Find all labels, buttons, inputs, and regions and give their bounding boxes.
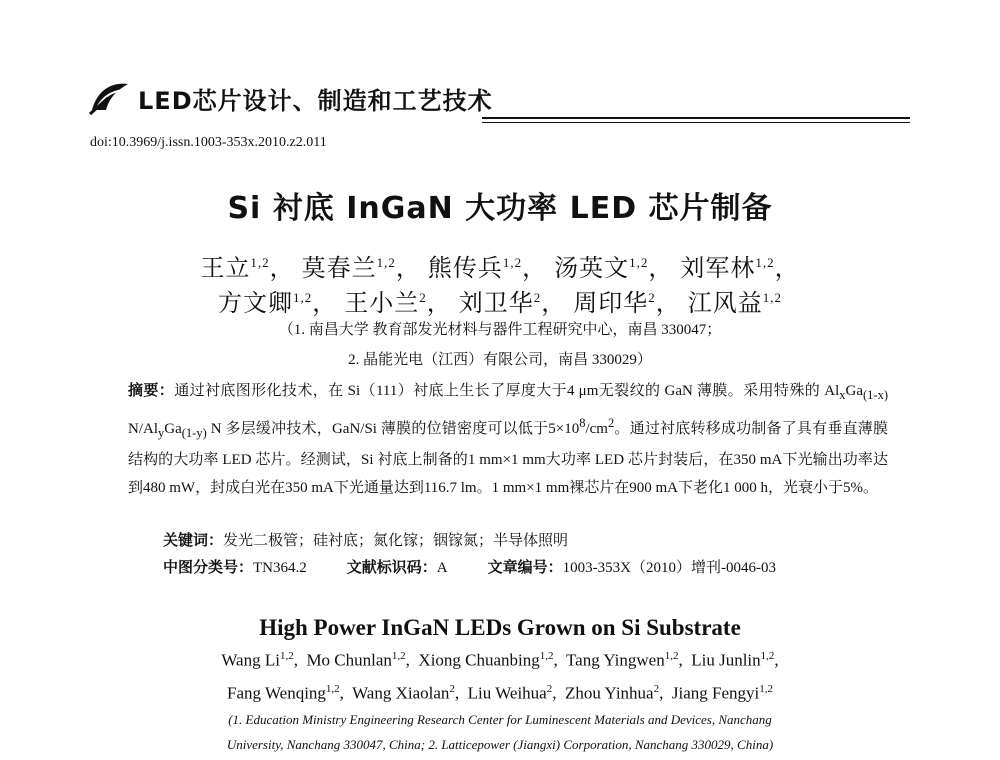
author-en: Zhou Yinhua xyxy=(564,683,654,703)
author-cn: 方文卿 xyxy=(218,291,293,317)
author-aff: 1,2 xyxy=(760,650,775,662)
stylized-leaf-logo-icon xyxy=(88,80,132,116)
author-aff: 2 xyxy=(419,290,427,305)
author-cn: 莫春兰 xyxy=(301,256,377,282)
abstract-text: N 多层缓冲技术，GaN/Si 薄膜的位错密度可以低于5×10 xyxy=(206,420,580,437)
paper-title-en: High Power InGaN LEDs Grown on Si Substrate xyxy=(259,615,741,640)
keywords-text: 发光二极管；硅衬底；氮化镓；铟镓氮；半导体照明 xyxy=(223,533,569,549)
author-aff: 1,2 xyxy=(293,290,313,305)
affiliation-cn-line2: 2. 晶能光电（江西）有限公司，南昌 330029） xyxy=(348,352,652,368)
author-en: Liu Junlin xyxy=(691,650,761,670)
alloy-sub: y xyxy=(158,425,165,440)
author-cn: 刘卫华 xyxy=(458,291,534,317)
classification-line xyxy=(163,556,776,577)
paper-title-cn: Si 衬底 InGaN 大功率 LED 芯片制备 xyxy=(227,191,773,226)
abstract-label: 摘要： xyxy=(128,383,175,399)
author-en: Wang Li xyxy=(221,650,280,670)
author-cn: 王小兰 xyxy=(344,291,420,317)
author-aff: 2 xyxy=(546,683,553,695)
author-aff: 1,2 xyxy=(502,255,523,270)
authors-cn-line2: 方文卿$^{1,2}$， 王小兰$^2$， 刘卫华$^2$， 周印华$^2$， 江风益$^{1,2}$ xyxy=(218,290,782,317)
abstract-text: N/Al xyxy=(128,420,158,437)
article-no-value: 1003-353X（2010）增刊-0046-03 xyxy=(562,560,776,576)
author-en: Tang Yingwen xyxy=(565,650,665,670)
authors-en-line1: Wang Li$^{1,2}$, Mo Chunlan$^{1,2}$, Xiong Chuanbing$^{1,2}$, Tang Yingwen$^{1,2}$, Liu Junlin$^{1,2}$, xyxy=(221,650,779,670)
clc-label: 中图分类号： xyxy=(163,560,254,576)
affiliation-en-line1: (1. Education Ministry Engineering Research Center for Luminescent Materials and Devices, Nanchang xyxy=(228,712,772,727)
affiliation-en-line2: University, Nanchang 330047, China; 2. Latticepower (Jiangxi) Corporation, Nanchang 330029, China) xyxy=(226,737,774,752)
clc-value: TN364.2 xyxy=(253,560,307,576)
keywords xyxy=(163,529,568,550)
author-en: Mo Chunlan xyxy=(306,650,392,670)
alloy-al: Al xyxy=(824,383,840,399)
doc-code-label: 文献标识码： xyxy=(346,560,437,576)
author-aff: 2 xyxy=(449,683,455,695)
author-cn: 汤英文 xyxy=(554,256,630,282)
author-cn: 王立 xyxy=(200,256,251,282)
alloy-ga: Ga xyxy=(845,383,863,399)
journal-section-title: LED芯片设计、制造和工艺技术 xyxy=(138,86,493,115)
header-rule xyxy=(482,117,910,119)
author-cn: 周印华 xyxy=(573,291,649,317)
exponent: 8 xyxy=(579,415,586,430)
doi: doi:10.3969/j.issn.1003-353x.2010.z2.011 xyxy=(90,135,327,150)
affiliation-cn-line1: （1. 南昌大学 教育部发光材料与器件工程研究中心，南昌 330047； xyxy=(278,322,722,338)
alloy-sub: (1-x) xyxy=(863,388,888,402)
author-aff: 1,2 xyxy=(629,255,649,270)
exponent: 2 xyxy=(607,415,615,430)
author-aff: 1,2 xyxy=(376,255,396,270)
author-en: Wang Xiaolan xyxy=(352,683,450,703)
header-rule-thin xyxy=(482,122,910,123)
author-en: Xiong Chuanbing xyxy=(418,650,540,670)
author-en: Jiang Fengyi xyxy=(671,683,760,703)
author-cn: 熊传兵 xyxy=(427,256,503,282)
abstract-text: /cm xyxy=(585,420,608,437)
author-cn: 江风益 xyxy=(687,291,763,317)
author-en: Fang Wenqing xyxy=(227,683,326,703)
author-aff: 2 xyxy=(648,290,656,305)
authors-en-line2: Fang Wenqing$^{1,2}$, Wang Xiaolan$^2$, Liu Weihua$^2$, Zhou Yinhua$^2$, Jiang Fengyi$^{1,2}$ xyxy=(227,683,773,703)
abstract-text: 。通过衬底转移成功制备了具有垂直薄膜结构的大功率 LED 芯片。经测试，Si 衬底上制备的1 mm×1 mm大功率 LED 芯片封装后，在350 mA下光输出功率达到480 mW，封成白光在350 mA下光通量达到116.7 lm。1 mm×1 mm裸芯片在900 mA下老化1 000 h，光衰小于5%。 xyxy=(128,420,888,496)
abstract-cn xyxy=(128,378,888,502)
author-aff: 2 xyxy=(653,683,660,695)
author-aff: 1,2 xyxy=(250,255,270,270)
journal-header xyxy=(88,78,493,118)
alloy-sub: x xyxy=(839,388,846,402)
author-aff: 1,2 xyxy=(664,650,679,662)
author-aff: 1,2 xyxy=(539,650,554,662)
author-aff: 1,2 xyxy=(391,650,406,662)
author-aff: 1,2 xyxy=(762,290,782,305)
keywords-label: 关键词： xyxy=(163,533,224,549)
article-no-label: 文章编号： xyxy=(487,560,563,576)
author-en: Liu Weihua xyxy=(467,683,547,703)
author-aff: 1,2 xyxy=(325,683,340,695)
author-cn: 刘军林 xyxy=(680,256,756,282)
authors-cn-line1: 王立$^{1,2}$， 莫春兰$^{1,2}$， 熊传兵$^{1,2}$， 汤英文$^{1,2}$， 刘军林$^{1,2}$， xyxy=(200,255,800,282)
alloy-sub: (1-y) xyxy=(181,425,207,440)
abstract-text: 通过衬底图形化技术，在 Si（111）衬底上生长了厚度大于4 μm无裂纹的 GaN 薄膜。采用特殊的 xyxy=(174,383,825,399)
alloy-ga: Ga xyxy=(164,420,182,437)
doc-code-value: A xyxy=(436,560,448,576)
author-aff: 1,2 xyxy=(279,650,294,662)
author-aff: 1,2 xyxy=(759,683,773,695)
author-aff: 1,2 xyxy=(755,255,775,270)
author-aff: 2 xyxy=(533,290,542,305)
